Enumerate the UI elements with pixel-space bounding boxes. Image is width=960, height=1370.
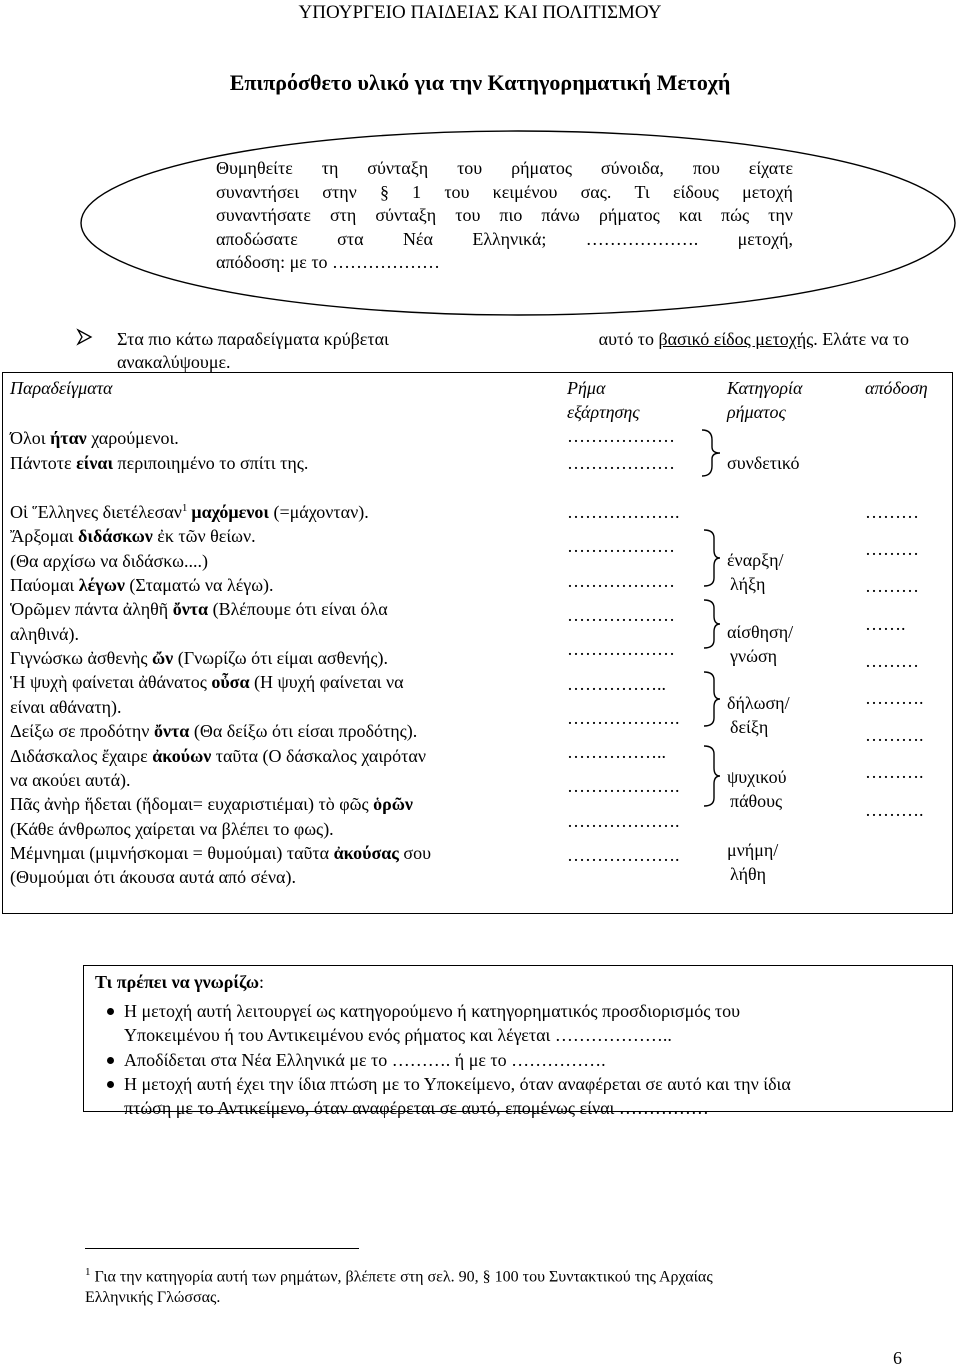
intro-word: είχατε [748,158,793,178]
instruction-part1: Στα πιο κάτω παραδείγματα κρύβεται [117,329,389,349]
know-item-text [124,999,924,1047]
intro-word: συναντήσει [216,181,300,202]
header-examples: Παραδείγματα [10,378,113,398]
header-verb-line2: εξάρτησης [567,402,640,422]
example-translation: σου [398,842,432,863]
intro-word: τη [321,158,339,178]
verb-blank: ……………… [567,570,675,591]
participle-bold: ὄντα [172,599,209,620]
participle-bold: διδάσκων [78,526,153,547]
example-text: Διδάσκαλος ἔχαιρε [10,745,153,766]
intro-word: που [692,158,720,178]
intro-last-line: απόδοση: με το ……………… [216,252,441,272]
intro-word: σύνταξη [375,205,437,225]
example-translation: (Βλέπουμε ότι είναι όλα [208,599,388,620]
rendering-blank: ……… [865,650,919,671]
intro-word: στα [337,228,364,249]
example-text: Παύομαι [10,575,79,596]
intro-word: ρήματος [511,158,572,178]
verb-blank: ……………… [567,604,675,625]
ministry-header: ΥΠΟΥΡΓΕΙΟ ΠΑΙΔΕΙΑΣ ΚΑΙ ΠΟΛΙΤΙΣΜΟΥ [298,2,662,23]
example-row [10,526,256,547]
example-row [10,575,274,596]
example-row [10,672,404,693]
page-number: 6 [893,1348,902,1368]
bullet-dot-icon [107,1057,114,1064]
know-item-line2: πτώση με το Αντικείμενο, όταν αναφέρεται σε αυτό, επομένως είναι …………… [124,1098,709,1118]
example-text: Οἱ Ἕλληνες διετέλεσαν [10,502,182,522]
example-row [10,697,122,718]
verb-blank: ……………… [567,639,675,660]
know-item-text [124,1072,924,1120]
verb-blank: ………………. [567,707,680,728]
example-row [10,819,334,840]
example-text: Ἄρξομαι [10,526,79,547]
verb-blank: ……………… [567,536,675,557]
instruction-part2: αυτό το [598,329,654,349]
category-line2: πάθους [730,791,783,811]
verb-blank: …………….. [567,673,666,694]
verb-blank: ……………… [567,426,675,446]
rendering-blank: ……… [865,576,919,597]
category-line1: ψυχικού [727,767,787,787]
example-translation: (Γνωρίζω ότι είμαι ασθενής). [173,648,388,669]
bullet-dot-icon [107,1008,114,1015]
example-row [10,867,296,888]
verb-blank: ………………. [567,776,680,797]
header-rendering: απόδοση [865,378,928,398]
know-item-line1: Η μετοχή αυτή λειτουργεί ως κατηγορούμενο ή κατηγορηματικός προσδιορισμός του [124,1001,741,1021]
intro-line [216,181,793,205]
intro-line [216,228,793,252]
rendering-blank: ……… [865,539,919,560]
participle-bold: ήταν [50,428,87,448]
example-row [10,502,369,523]
intro-word: είδους [672,181,719,202]
participle-bold: ὤν [152,648,174,669]
participle-bold: οὖσα [211,672,250,693]
example-text: είναι αθάνατη). [10,696,122,717]
footnote-ref: 1 [181,502,188,514]
intro-text [216,157,793,275]
intro-word: στην [322,181,357,202]
intro-word: σύνταξη [367,158,429,178]
verb-blank: ………………. [567,845,680,865]
example-row [10,794,413,815]
participle-bold: ὁρῶν [373,794,413,815]
example-row [10,843,431,864]
category-line1: μνήμη/ [727,840,779,860]
intro-word: ρήματος [598,205,660,225]
instruction-underlined: βασικό είδος μετοχής [658,329,814,349]
footnote-line2: Ελληνικής Γλώσσας. [85,1289,221,1307]
know-item-text [124,1048,924,1072]
example-text: Ἡ ψυχὴ φαίνεται ἀθάνατος [10,672,212,693]
intro-word: του [457,158,483,178]
example-translation: (=μάχονταν). [268,502,369,522]
example-text: Πᾶς ἀνὴρ ἥδεται (ἥδομαι= ευχαριστιέμαι) τὸ φῶς [10,794,374,815]
intro-word: μετοχή [742,181,793,202]
participle-bold: ἀκούσας [333,842,399,863]
verb-blank: …………….. [567,742,666,763]
example-text: (Θα αρχίσω να διδάσκω....) [10,550,208,571]
know-item-line2: Υποκειμένου ή του Αντικειμένου ενός ρήματος και λέγεται ……………….. [124,1025,672,1045]
know-box [83,965,953,1118]
rendering-blank: ………. [865,688,924,708]
example-row [10,721,417,742]
example-text: Μέμνημαι (μιμνήσκομαι = θυμούμαι) ταῦτα [10,842,334,863]
example-translation: ταῦτα (Ο δάσκαλος χαιρόταν [211,745,426,766]
example-text: αληθινά). [10,623,79,644]
instruction-line2: ανακαλύψουμε. [117,352,231,372]
bullet-dot-icon [107,1081,114,1088]
category-line1: έναρξη/ [727,550,784,570]
example-translation: ἐκ τῶν θείων. [152,526,256,547]
intro-word: κειμένου [492,181,558,202]
example-text: Πάντοτε [10,453,77,473]
example-row [10,624,79,645]
example-row [10,648,388,669]
know-item-line1: Η μετοχή αυτή έχει την ίδια πτώση με το Υποκείμενο, όταν αναφέρεται σε αυτό και την ίδια [124,1074,791,1094]
footnote [85,1262,713,1308]
example-text: Όλοι [10,428,51,448]
example-row [10,551,208,572]
intro-word: μετοχή, [737,228,793,249]
intro-word: σύνοιδα, [600,158,664,178]
intro-word: του [444,181,470,202]
footnote-marker: 1 [85,1266,91,1278]
participle-bold: μαχόμενοι [191,502,269,522]
example-row [10,453,308,474]
intro-word: και [678,205,702,225]
brace-group1 [700,428,724,478]
intro-word: Τι [634,181,650,202]
example-text: Δείξω σε προδότην [10,721,154,742]
category-copulative: συνδετικό [727,453,800,473]
category-line2: λήθη [730,864,767,884]
footnote-separator [85,1248,359,1249]
intro-word: του [455,205,481,225]
category-line2: λήξη [730,574,766,594]
example-translation: (Θα δείξω ότι είσαι προδότης). [189,721,418,742]
participle-bold: είναι [76,453,114,473]
rendering-blank: ………. [865,799,924,820]
example-translation: (Η ψυχή φαίνεται να [249,672,404,693]
rendering-blank: ………. [865,725,924,746]
intro-word: την [768,205,793,225]
intro-word: Ελληνικά; [472,228,547,249]
intro-word: § [379,181,389,202]
example-row [10,746,426,767]
rendering-blank: ……… [865,502,919,522]
rendering-blank: ……. [865,613,906,634]
verb-blank: ………………. [567,502,680,522]
page-title: Επιπρόσθετο υλικό για την Κατηγορηματική Μετοχή [229,70,731,95]
intro-word: πώς [721,205,750,225]
instruction-text [117,328,909,374]
intro-word: πάνω [541,205,580,225]
example-text: Ὁρῶμεν πάντα ἀληθῆ [10,599,173,620]
header-category-line2: ρήματος [727,402,786,422]
category-line1: αίσθηση/ [727,622,794,642]
intro-word: Νέα [402,228,433,249]
example-translation: περιποιημένο το σπίτι της. [113,453,309,473]
intro-word: συναντήσατε [216,205,311,225]
example-text: (Κάθε άνθρωπος χαίρεται να βλέπει το φως). [10,818,334,839]
know-box-title: Τι πρέπει να γνωρίζω: [95,972,264,992]
example-text: Γιγνώσκω ἀσθενὴς [10,648,153,669]
category-line1: δήλωση/ [727,693,790,713]
intro-word: σας. [580,181,612,202]
example-translation: (Σταματώ να λέγω). [124,575,274,596]
instruction-part3: . Ελάτε να το [813,329,909,349]
braces-group2 [700,528,724,828]
verb-blank: ………………. [567,810,680,831]
category-line2: γνώση [730,646,778,666]
intro-word: στη [329,205,357,225]
header-verb-line1: Ρήμα [567,378,606,398]
intro-word: Θυμηθείτε [216,158,293,178]
intro-word: ………………. [585,228,699,249]
know-item-line1: Αποδίδεται στα Νέα Ελληνικά με το ………. ή με το ……………. [124,1050,606,1070]
participle-bold: λέγων [78,575,125,596]
example-text: (Θυμούμαι ότι άκουσα αυτά από σένα). [10,867,296,888]
example-translation: χαρούμενοι. [86,428,179,448]
example-text: να ακούει αυτά). [10,769,131,790]
participle-bold: ὄντα [153,721,190,742]
example-row [10,599,388,620]
header-category-line1: Κατηγορία [727,378,803,398]
participle-bold: ἀκούων [152,745,212,766]
intro-word: 1 [412,181,422,202]
rendering-blank: ………. [865,762,924,783]
intro-word: πιο [499,205,523,225]
footnote-line1: Για την κατηγορία αυτή των ρημάτων, βλέπετε στη σελ. 90, § 100 του Συντακτικού της Αρχαίας [90,1268,713,1286]
arrow-bullet-icon [76,328,94,351]
category-line2: δείξη [730,717,769,737]
intro-line [216,157,793,181]
verb-blank: ……………… [567,453,675,473]
example-row [10,770,131,791]
intro-word: αποδώσατε [216,228,298,249]
example-row [10,428,179,449]
intro-line [216,204,793,228]
